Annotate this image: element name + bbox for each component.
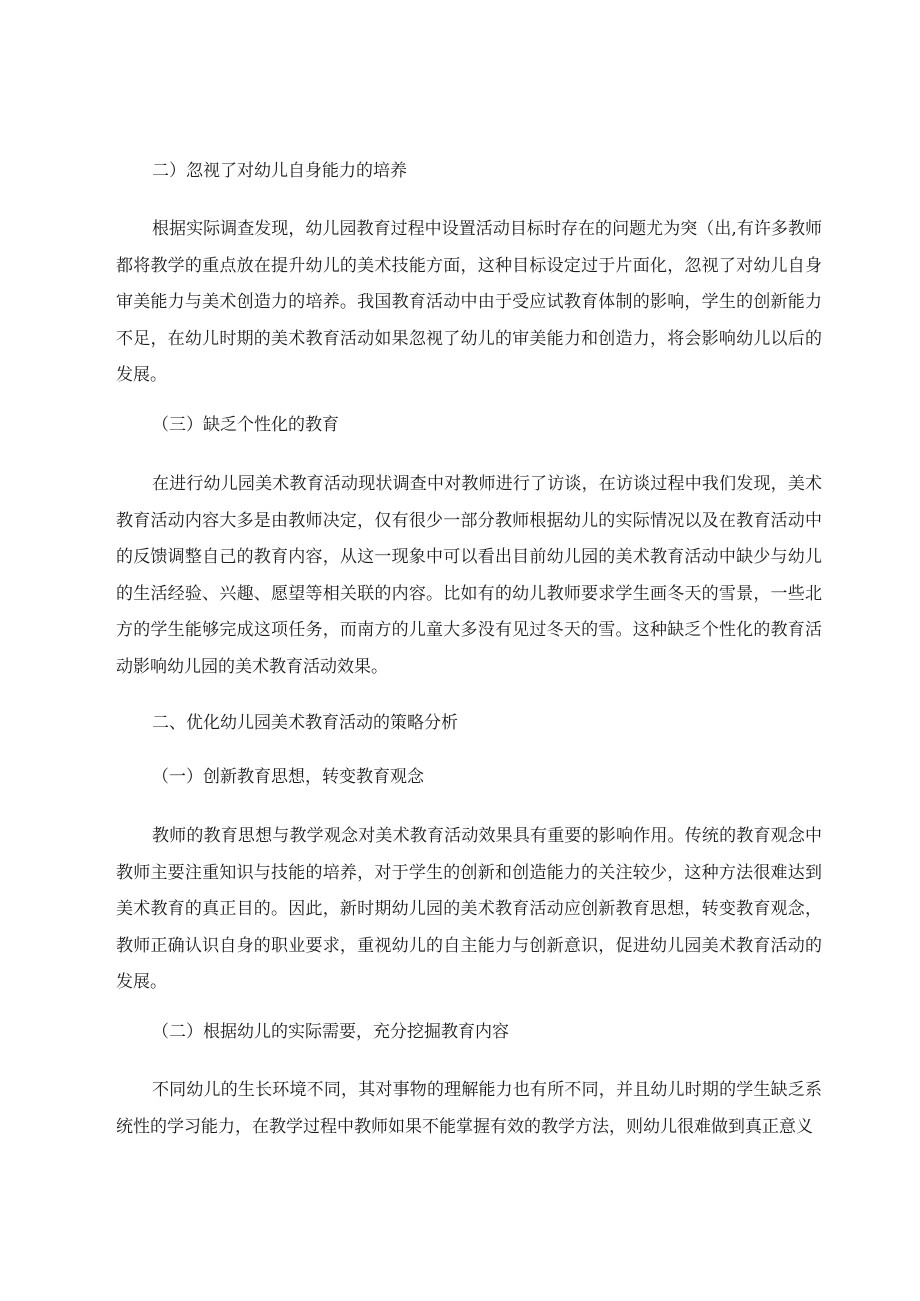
section-heading-actual-needs: （二）根据幼儿的实际需要，充分挖掘教育内容 [152, 1022, 509, 1042]
paragraph-teaching-concepts: 教师的教育思想与教学观念对美术教育活动效果具有重要的影响作用。传统的教育观念中教师主要注重知识与技能的培养，对于学生的创新和创造能力的关注较少，这种方法很难达到美术教育的真正目的。因此，新时期幼儿园的美术教育活动应创新教育思想，转变教育观念，教师正确认识自身的职业要求，重视幼儿的自主能力与创新意识，促进幼儿园美术教育活动的发展。 [116, 826, 822, 992]
paragraph-growth-environment: 不同幼儿的生长环境不同，其对事物的理解能力也有所不同，并且幼儿时期的学生缺乏系统性的学习能力，在教学过程中教师如果不能掌握有效的教学方法，则幼儿很难做到真正意义 [116, 1080, 822, 1137]
section-heading-innovate-thinking: （一）创新教育思想，转变教育观念 [152, 767, 424, 787]
section-heading-strategy-analysis: 二、优化幼儿园美术教育活动的策略分析 [152, 713, 458, 733]
section-heading-lack-of-personalization: （三）缺乏个性化的教育 [152, 415, 339, 435]
paragraph-teacher-interviews: 在进行幼儿园美术教育活动现状调查中对教师进行了访谈，在访谈过程中我们发现，美术教育活动内容大多是由教师决定，仅有很少一部分教师根据幼儿的实际情况以及在教育活动中的反馈调整自己的教育内容，从这一现象中可以看出目前幼儿园的美术教育活动中缺少与幼儿的生活经验、兴趣、愿望等相关联的内容。比如有的幼儿教师要求学生画冬天的雪景，一些北方的学生能够完成这项任务，而南方的儿童大多没有见过冬天的雪。这种缺乏个性化的教育活动影响幼儿园的美术教育活动效果。 [116, 474, 822, 677]
section-heading-ignored-abilities: 二）忽视了对幼儿自身能力的培养 [152, 161, 407, 181]
paragraph-survey-findings: 根据实际调查发现，幼儿园教育过程中设置活动目标时存在的问题尤为突（出,有许多教师都将教学的重点放在提升幼儿的美术技能方面，这种目标设定过于片面化，忽视了对幼儿自身审美能力与美术创造力的培养。我国教育活动中由于受应试教育体制的影响，学生的创新能力不足，在幼儿时期的美术教育活动如果忽视了幼儿的审美能力和创造力，将会影响幼儿以后的发展。 [116, 219, 822, 385]
